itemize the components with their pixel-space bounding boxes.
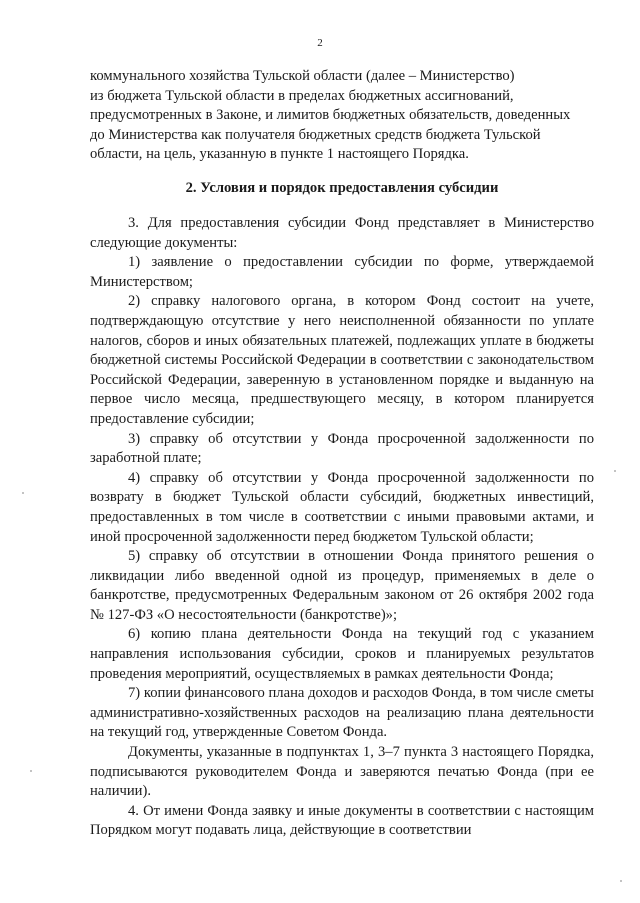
scan-speck (614, 470, 616, 472)
paragraph-item-3-7: 7) копии финансового плана доходов и расходов Фонда, в том числе сметы административно-хозяйственных расходов на реализацию плана деятельности на текущий год, утвержденные Советом Фонда. (90, 685, 594, 741)
paragraph-item-3: 3. Для предоставления субсидии Фонд представляет в Министерство следующие документы: (90, 215, 594, 251)
scan-speck (620, 880, 622, 882)
section-body (90, 214, 594, 841)
intro-line: коммунального хозяйства Тульской области (далее – Министерство) (90, 68, 515, 84)
intro-line: предусмотренных в Законе, и лимитов бюджетных обязательств, доведенных (90, 107, 571, 124)
paragraph-item-3-2: 2) справку налогового органа, в котором Фонд состоит на учете, подтверждающую отсутствие у него неисполненной обязанности по уплате налогов, сборов и иных обязательных платежей, подлежащих уплате в бюджеты бюджетной системы Российской Федерации в соответствии с законодательством Российской Федерации, заверенную в установленном порядке и выданную на первое число месяца, предшествующего месяцу, в котором планируется предоставление субсидии; (90, 293, 594, 427)
intro-line: области, на цель, указанную в пункте 1 настоящего Порядка. (90, 146, 469, 163)
paragraph-item-3-5: 5) справку об отсутствии в отношении Фонда принятого решения о ликвидации либо введенной одной из процедур, применяемых в деле о банкротстве, предусмотренных Федеральным законом от 26 октября 2002 года № 127-ФЗ «О несостоятельности (банкротстве)»; (90, 548, 594, 623)
paragraph-item-3-6: 6) копию плана деятельности Фонда на текущий год с указанием направления использования субсидии, сроков и планируемых результатов проведения мероприятий, осуществляемых в рамках деятельности Фонда; (90, 626, 594, 682)
paragraph-item-4: 4. От имени Фонда заявку и иные документы в соответствии с настоящим Порядком могут подавать лица, действующие в соответствии (90, 802, 594, 839)
paragraph-documents-note: Документы, указанные в подпунктах 1, 3–7 пункта 3 настоящего Порядка, подписываются руководителем Фонда и заверяются печатью Фонда (при ее наличии). (90, 744, 594, 800)
scan-speck (22, 492, 24, 494)
intro-text (90, 67, 594, 165)
intro-line: до Министерства как получателя бюджетных средств бюджета Тульской (90, 126, 541, 143)
scan-speck (30, 770, 32, 772)
paragraph-item-3-3: 3) справку об отсутствии у Фонда просроченной задолженности по заработной плате; (90, 430, 594, 467)
intro-line: из бюджета Тульской области в пределах бюджетных ассигнований, (90, 87, 514, 104)
page-number: 2 (317, 37, 323, 49)
section-heading: 2. Условия и порядок предоставления субсидии (185, 180, 499, 196)
paragraph-item-3-4: 4) справку об отсутствии у Фонда просроченной задолженности по возврату в бюджет Тульской области субсидий, бюджетных инвестиций, предоставленных в том числе в соответствии с иными правовыми актами, и иной просроченной задолженности перед бюджетом Тульской области; (90, 469, 594, 545)
paragraph-item-3-1: 1) заявление о предоставлении субсидии по форме, утверждаемой Министерством; (90, 254, 594, 290)
